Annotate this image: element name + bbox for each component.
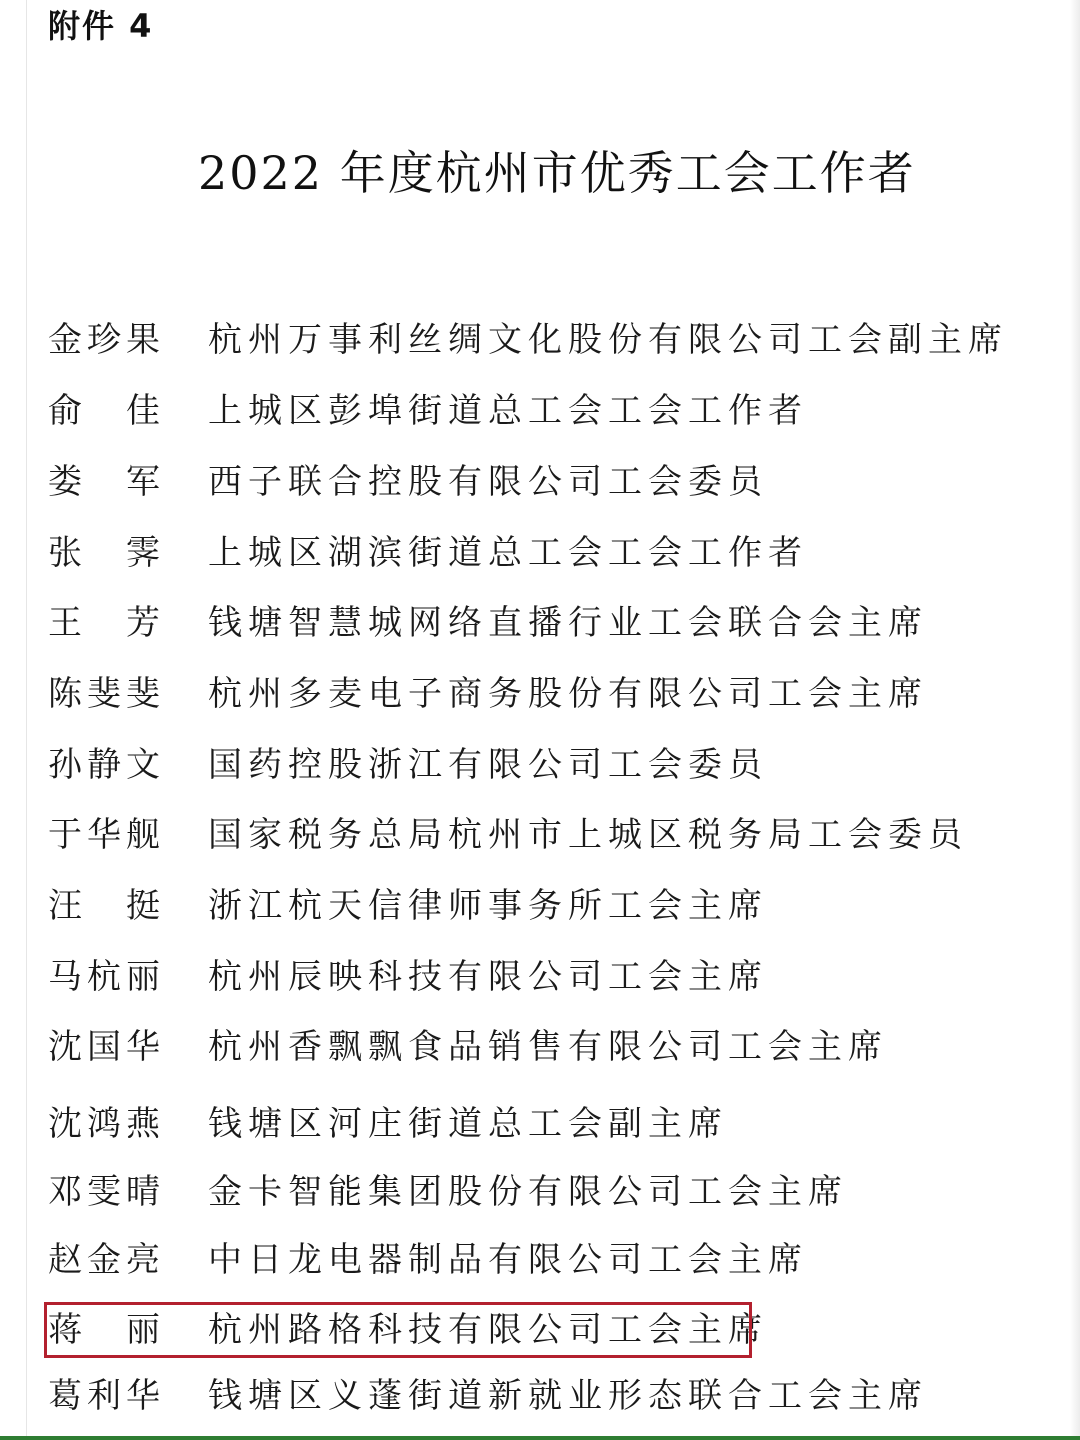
person-name: [48, 951, 160, 1003]
list-item: [0, 1370, 1080, 1422]
organization-title: 国家税务总局杭州市上城区税务局工会委员: [208, 815, 968, 855]
name-character: 佳: [126, 391, 160, 431]
name-character: 马: [48, 957, 82, 997]
organization-title: 杭州辰映科技有限公司工会主席: [208, 957, 768, 997]
person-name: [48, 456, 160, 508]
person-name: [48, 1234, 160, 1286]
organization-title: 钱塘智慧城网络直播行业工会联合会主席: [208, 603, 928, 643]
name-character: 霁: [126, 533, 160, 573]
list-item: [0, 456, 1080, 508]
name-character: 斐: [126, 674, 160, 714]
person-name: [48, 739, 160, 791]
name-character: 沈: [48, 1104, 82, 1144]
name-character: 文: [126, 745, 160, 785]
name-character: 俞: [48, 391, 82, 431]
list-item: [0, 739, 1080, 791]
name-character: 芳: [126, 603, 160, 643]
name-character: 于: [48, 815, 82, 855]
person-name: [48, 1370, 160, 1422]
name-character: 国: [87, 1027, 121, 1067]
name-character: 华: [126, 1027, 160, 1067]
organization-title: 杭州多麦电子商务股份有限公司工会主席: [208, 674, 928, 714]
attachment-label: 附件 4: [48, 7, 154, 45]
organization-title: 杭州万事利丝绸文化股份有限公司工会副主席: [208, 320, 1008, 360]
person-name: [48, 1021, 160, 1073]
name-character: 王: [48, 603, 82, 643]
name-character: 静: [87, 745, 121, 785]
organization-title: 钱塘区河庄街道总工会副主席: [208, 1104, 728, 1144]
list-item: [0, 1166, 1080, 1218]
name-character: 华: [126, 1376, 160, 1416]
name-character: 娄: [48, 462, 82, 502]
name-character: 鸿: [87, 1104, 121, 1144]
organization-title: 金卡智能集团股份有限公司工会主席: [208, 1172, 848, 1212]
name-character: 舰: [126, 815, 160, 855]
person-name: [48, 1098, 160, 1150]
document-title: 2022 年度杭州市优秀工会工作者: [198, 146, 916, 200]
name-character: 丽: [126, 957, 160, 997]
list-item: [0, 385, 1080, 437]
list-item: [0, 314, 1080, 366]
organization-title: 上城区彭埠街道总工会工会工作者: [208, 391, 808, 431]
name-character: 陈: [48, 674, 82, 714]
organization-title: 中日龙电器制品有限公司工会主席: [208, 1240, 808, 1280]
person-name: [48, 385, 160, 437]
name-character: 果: [126, 320, 160, 360]
list-item: [0, 527, 1080, 579]
name-character: 珍: [87, 320, 121, 360]
organization-title: 钱塘区义蓬街道新就业形态联合工会主席: [208, 1376, 928, 1416]
person-name: [48, 314, 160, 366]
name-character: 孙: [48, 745, 82, 785]
organization-title: 浙江杭天信律师事务所工会主席: [208, 886, 768, 926]
person-name: [48, 880, 160, 932]
name-character: 晴: [126, 1172, 160, 1212]
list-item: [0, 1234, 1080, 1286]
list-item: [0, 951, 1080, 1003]
name-character: 军: [126, 462, 160, 502]
name-character: 邓: [48, 1172, 82, 1212]
name-character: 汪: [48, 886, 82, 926]
highlight-box: [44, 1302, 752, 1358]
organization-title: 上城区湖滨街道总工会工会工作者: [208, 533, 808, 573]
organization-title: 杭州路格科技有限公司工会主席: [208, 1310, 768, 1350]
name-character: 金: [87, 1240, 121, 1280]
name-character: 沈: [48, 1027, 82, 1067]
name-character: 亮: [126, 1240, 160, 1280]
list-item: [0, 809, 1080, 861]
name-character: 挺: [126, 886, 160, 926]
name-character: 利: [87, 1376, 121, 1416]
name-character: 丽: [126, 1310, 160, 1350]
person-name: [48, 527, 160, 579]
name-character: 蒋: [48, 1310, 82, 1350]
name-character: 金: [48, 320, 82, 360]
organization-title: 国药控股浙江有限公司工会委员: [208, 745, 768, 785]
name-character: 赵: [48, 1240, 82, 1280]
name-character: 葛: [48, 1376, 82, 1416]
list-item: [0, 597, 1080, 649]
organization-title: 杭州香飘飘食品销售有限公司工会主席: [208, 1027, 888, 1067]
name-character: 斐: [87, 674, 121, 714]
person-name: [48, 1166, 160, 1218]
name-character: 张: [48, 533, 82, 573]
list-item: [0, 1098, 1080, 1150]
organization-title: 西子联合控股有限公司工会委员: [208, 462, 768, 502]
name-character: 杭: [87, 957, 121, 997]
name-character: 燕: [126, 1104, 160, 1144]
name-character: 雯: [87, 1172, 121, 1212]
list-item: [0, 880, 1080, 932]
list-item: [0, 668, 1080, 720]
person-name: [48, 597, 160, 649]
page-bottom-edge: [0, 1436, 1080, 1440]
name-character: 华: [87, 815, 121, 855]
person-name: [48, 809, 160, 861]
list-item: [0, 1021, 1080, 1073]
person-name: [48, 668, 160, 720]
